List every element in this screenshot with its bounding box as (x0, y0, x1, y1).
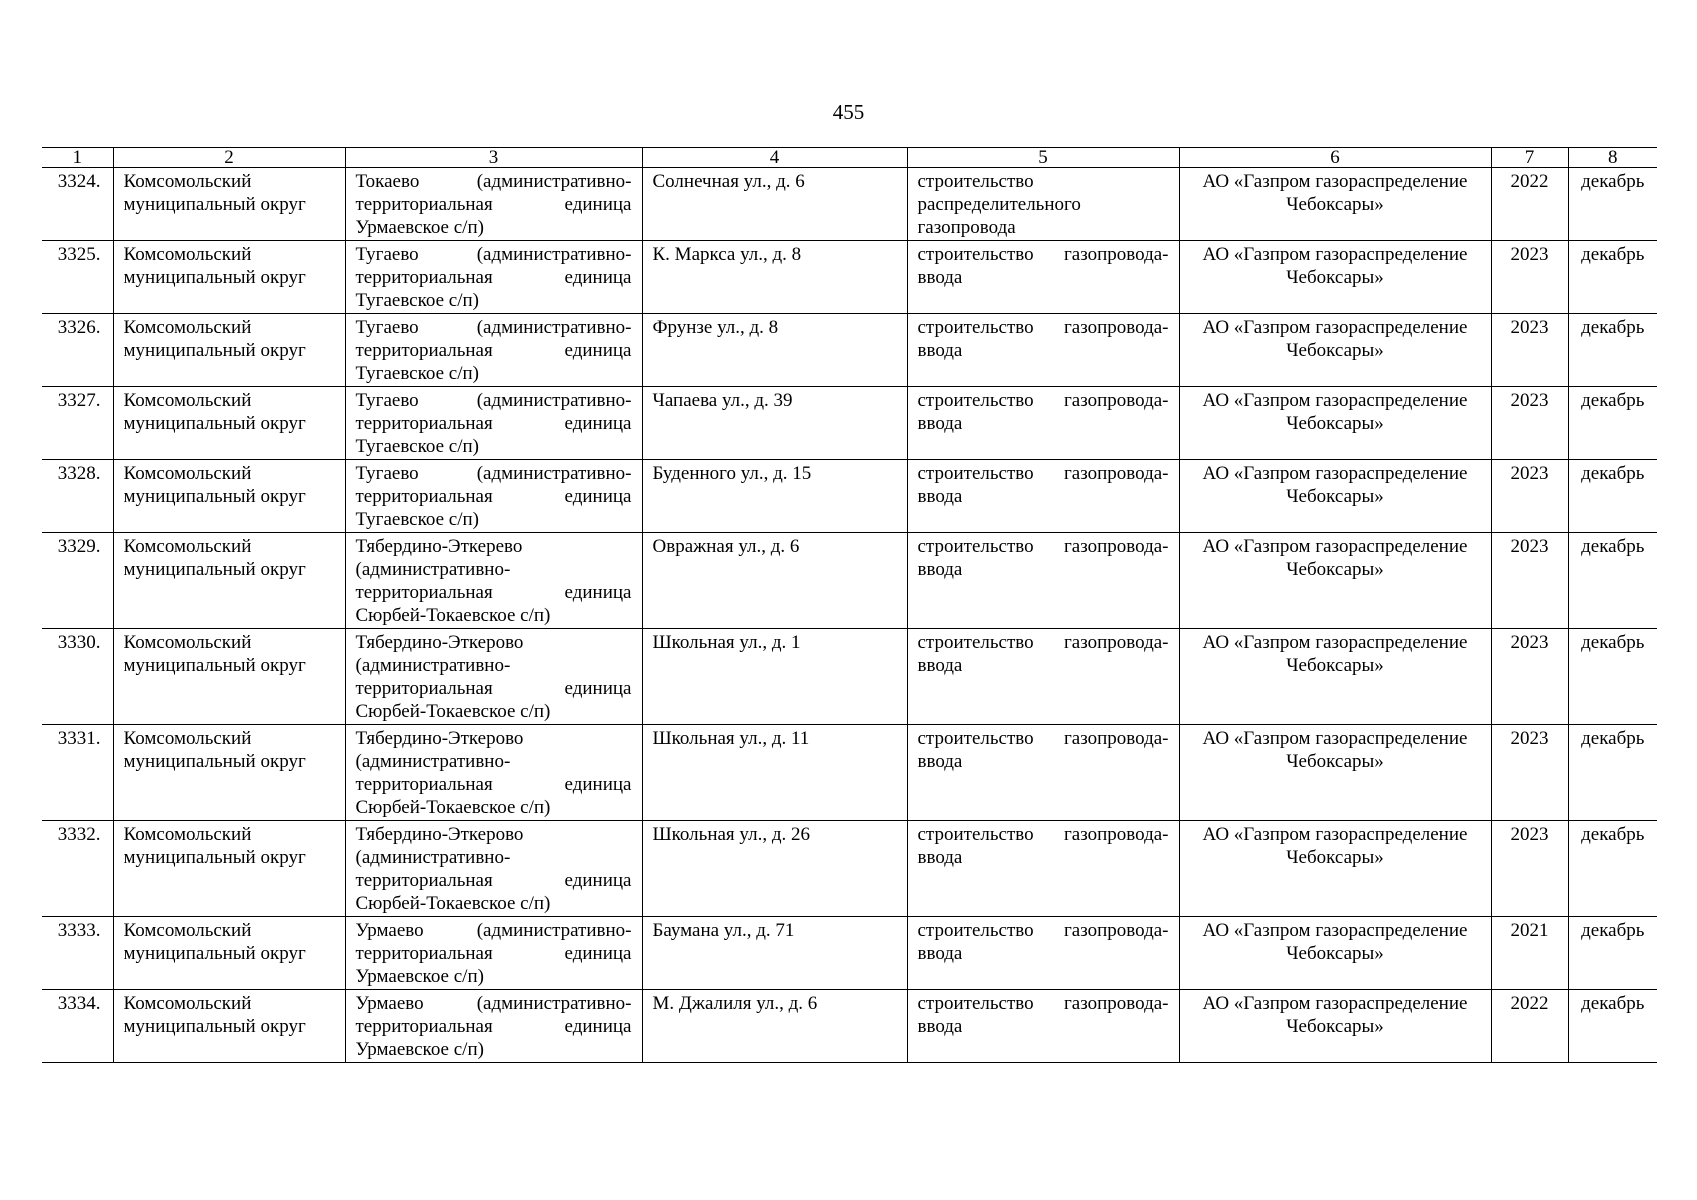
address-cell: Школьная ул., д. 26 (642, 821, 907, 917)
table-row (42, 314, 1657, 387)
month-cell: декабрь (1568, 387, 1657, 460)
address-cell: Солнечная ул., д. 6 (642, 168, 907, 241)
locality-cell: Тябердино-Эткерово (административно-территориальная единица Сюрбей-Токаевское с/п) (345, 725, 642, 821)
district-cell: Комсомольский муниципальный округ (113, 725, 345, 821)
table-row (42, 917, 1657, 990)
column-header: 4 (642, 148, 907, 168)
district-cell: Комсомольский муниципальный округ (113, 990, 345, 1063)
work-type-cell: строительство газопровода-ввода (907, 387, 1179, 460)
locality-cell: Урмаево (административно-территориальная единица Урмаевское с/п) (345, 990, 642, 1063)
month-cell: декабрь (1568, 821, 1657, 917)
address-cell: Школьная ул., д. 11 (642, 725, 907, 821)
month-cell: декабрь (1568, 460, 1657, 533)
organization-cell: АО «Газпром газораспределение Чебоксары» (1179, 533, 1491, 629)
address-cell: Баумана ул., д. 71 (642, 917, 907, 990)
district-cell: Комсомольский муниципальный округ (113, 387, 345, 460)
address-cell: М. Джалиля ул., д. 6 (642, 990, 907, 1063)
table-row (42, 387, 1657, 460)
address-cell: Буденного ул., д. 15 (642, 460, 907, 533)
column-header: 7 (1491, 148, 1568, 168)
row-number-cell: 3326. (42, 314, 113, 387)
month-cell: декабрь (1568, 990, 1657, 1063)
row-number-cell: 3325. (42, 241, 113, 314)
district-cell: Комсомольский муниципальный округ (113, 917, 345, 990)
work-type-cell: строительство газопровода-ввода (907, 314, 1179, 387)
column-header: 5 (907, 148, 1179, 168)
table-body (42, 168, 1657, 1063)
month-cell: декабрь (1568, 533, 1657, 629)
row-number-cell: 3327. (42, 387, 113, 460)
organization-cell: АО «Газпром газораспределение Чебоксары» (1179, 241, 1491, 314)
locality-cell: Тябердино-Эткерово (административно-территориальная единица Сюрбей-Токаевское с/п) (345, 821, 642, 917)
table-row (42, 990, 1657, 1063)
row-number-cell: 3334. (42, 990, 113, 1063)
column-header: 1 (42, 148, 113, 168)
month-cell: декабрь (1568, 725, 1657, 821)
work-type-cell: строительство газопровода-ввода (907, 990, 1179, 1063)
locality-cell: Тугаево (административно-территориальная единица Тугаевское с/п) (345, 241, 642, 314)
work-type-cell: строительство газопровода-ввода (907, 241, 1179, 314)
work-type-cell: строительство газопровода-ввода (907, 725, 1179, 821)
table-row (42, 725, 1657, 821)
gasification-table (42, 147, 1657, 1063)
column-header: 3 (345, 148, 642, 168)
year-cell: 2023 (1491, 241, 1568, 314)
table-row (42, 460, 1657, 533)
column-header: 6 (1179, 148, 1491, 168)
month-cell: декабрь (1568, 314, 1657, 387)
row-number-cell: 3333. (42, 917, 113, 990)
locality-cell: Тугаево (административно-территориальная единица Тугаевское с/п) (345, 460, 642, 533)
district-cell: Комсомольский муниципальный округ (113, 533, 345, 629)
row-number-cell: 3332. (42, 821, 113, 917)
month-cell: декабрь (1568, 168, 1657, 241)
locality-cell: Токаево (административно-территориальная единица Урмаевское с/п) (345, 168, 642, 241)
work-type-cell: строительство газопровода-ввода (907, 917, 1179, 990)
table-row (42, 821, 1657, 917)
work-type-cell: строительство распределительного газопровода (907, 168, 1179, 241)
column-header: 2 (113, 148, 345, 168)
row-number-cell: 3329. (42, 533, 113, 629)
year-cell: 2023 (1491, 460, 1568, 533)
organization-cell: АО «Газпром газораспределение Чебоксары» (1179, 990, 1491, 1063)
district-cell: Комсомольский муниципальный округ (113, 821, 345, 917)
row-number-cell: 3328. (42, 460, 113, 533)
organization-cell: АО «Газпром газораспределение Чебоксары» (1179, 387, 1491, 460)
year-cell: 2023 (1491, 725, 1568, 821)
year-cell: 2022 (1491, 168, 1568, 241)
work-type-cell: строительство газопровода-ввода (907, 460, 1179, 533)
column-number-row (42, 148, 1657, 168)
organization-cell: АО «Газпром газораспределение Чебоксары» (1179, 917, 1491, 990)
row-number-cell: 3324. (42, 168, 113, 241)
table-row (42, 533, 1657, 629)
locality-cell: Тябердино-Эткерово (административно-территориальная единица Сюрбей-Токаевское с/п) (345, 629, 642, 725)
locality-cell: Тугаево (административно-территориальная единица Тугаевское с/п) (345, 387, 642, 460)
address-cell: Школьная ул., д. 1 (642, 629, 907, 725)
organization-cell: АО «Газпром газораспределение Чебоксары» (1179, 629, 1491, 725)
locality-cell: Тугаево (административно-территориальная единица Тугаевское с/п) (345, 314, 642, 387)
year-cell: 2022 (1491, 990, 1568, 1063)
locality-cell: Урмаево (административно-территориальная единица Урмаевское с/п) (345, 917, 642, 990)
organization-cell: АО «Газпром газораспределение Чебоксары» (1179, 725, 1491, 821)
district-cell: Комсомольский муниципальный округ (113, 168, 345, 241)
month-cell: декабрь (1568, 629, 1657, 725)
address-cell: Чапаева ул., д. 39 (642, 387, 907, 460)
year-cell: 2021 (1491, 917, 1568, 990)
year-cell: 2023 (1491, 821, 1568, 917)
organization-cell: АО «Газпром газораспределение Чебоксары» (1179, 460, 1491, 533)
table-row (42, 168, 1657, 241)
year-cell: 2023 (1491, 314, 1568, 387)
year-cell: 2023 (1491, 629, 1568, 725)
column-header: 8 (1568, 148, 1657, 168)
table-row (42, 629, 1657, 725)
organization-cell: АО «Газпром газораспределение Чебоксары» (1179, 314, 1491, 387)
month-cell: декабрь (1568, 917, 1657, 990)
address-cell: К. Маркса ул., д. 8 (642, 241, 907, 314)
table-row (42, 241, 1657, 314)
district-cell: Комсомольский муниципальный округ (113, 241, 345, 314)
locality-cell: Тябердино-Эткерево (административно-территориальная единица Сюрбей-Токаевское с/п) (345, 533, 642, 629)
address-cell: Фрунзе ул., д. 8 (642, 314, 907, 387)
row-number-cell: 3331. (42, 725, 113, 821)
year-cell: 2023 (1491, 533, 1568, 629)
page-number: 455 (832, 100, 865, 124)
row-number-cell: 3330. (42, 629, 113, 725)
work-type-cell: строительство газопровода-ввода (907, 629, 1179, 725)
district-cell: Комсомольский муниципальный округ (113, 629, 345, 725)
work-type-cell: строительство газопровода-ввода (907, 533, 1179, 629)
district-cell: Комсомольский муниципальный округ (113, 314, 345, 387)
organization-cell: АО «Газпром газораспределение Чебоксары» (1179, 821, 1491, 917)
address-cell: Овражная ул., д. 6 (642, 533, 907, 629)
year-cell: 2023 (1491, 387, 1568, 460)
organization-cell: АО «Газпром газораспределение Чебоксары» (1179, 168, 1491, 241)
work-type-cell: строительство газопровода-ввода (907, 821, 1179, 917)
district-cell: Комсомольский муниципальный округ (113, 460, 345, 533)
month-cell: декабрь (1568, 241, 1657, 314)
